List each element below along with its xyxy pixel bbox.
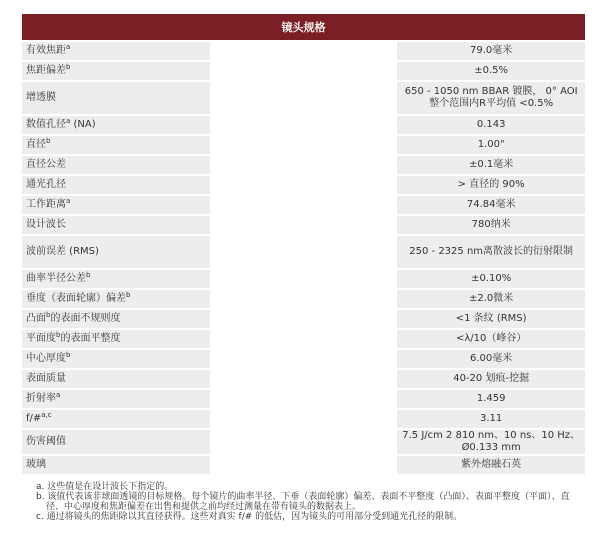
table-row xyxy=(22,430,585,454)
cell-divider xyxy=(210,176,398,194)
footnote-ref: b xyxy=(86,271,91,279)
spec-label xyxy=(22,216,210,234)
spec-label xyxy=(22,350,210,368)
spec-label-text: 垂度（表面轮廓）偏差 xyxy=(26,293,126,304)
spec-label-text: f/# xyxy=(26,413,42,424)
footnote-ref: b xyxy=(126,291,131,299)
table-row xyxy=(22,290,585,308)
spec-label-text: 直径公差 xyxy=(26,159,66,170)
spec-label-text: 焦距偏差 xyxy=(26,65,66,76)
spec-label-suffix: 的表面平整度 xyxy=(60,333,121,344)
spec-label xyxy=(22,410,210,428)
table-row xyxy=(22,390,585,408)
footnote-ref: b xyxy=(56,331,61,339)
spec-value: 250 - 2325 nm离散波长的衍射限制 xyxy=(397,236,585,268)
spec-label xyxy=(22,196,210,214)
table-row xyxy=(22,410,585,428)
spec-value: ±0.10% xyxy=(397,270,585,288)
spec-label xyxy=(22,456,210,474)
table-title: 镜头规格 xyxy=(22,14,585,40)
cell-divider xyxy=(210,430,398,454)
spec-label-text: 波前误差 (RMS) xyxy=(26,246,99,257)
cell-divider xyxy=(210,290,398,308)
spec-table-container xyxy=(22,12,585,522)
footnote-a: a. 这些值是在设计波长下指定的。 xyxy=(36,482,174,492)
spec-label xyxy=(22,290,210,308)
table-row xyxy=(22,270,585,288)
spec-value: <1 条纹 (RMS) xyxy=(397,310,585,328)
spec-label-text: 直径 xyxy=(26,139,46,150)
spec-label-text: 通光孔径 xyxy=(26,179,66,190)
spec-label xyxy=(22,156,210,174)
spec-label-text: 中心厚度 xyxy=(26,353,66,364)
spec-value: 3.11 xyxy=(397,410,585,428)
cell-divider xyxy=(210,456,398,474)
spec-label-text: 玻璃 xyxy=(26,459,46,470)
cell-divider xyxy=(210,410,398,428)
spec-label-suffix: 的表面不规则度 xyxy=(50,313,121,324)
spec-label xyxy=(22,176,210,194)
spec-value: 7.5 J/cm 2 810 nm、10 ns、10 Hz、Ø0.133 mm xyxy=(397,430,585,454)
cell-divider xyxy=(210,330,398,348)
footnote-ref: b xyxy=(46,311,51,319)
spec-label xyxy=(22,42,210,60)
spec-label xyxy=(22,62,210,80)
footnote-c: c. 通过将镜头的焦距除以其直径获得。这些对真实 f/# 的低估，因为镜头的可用部分受到通光孔径的限制。 xyxy=(36,512,463,522)
footnote-ref: a,c xyxy=(41,411,52,419)
spec-value: 0.143 xyxy=(397,116,585,134)
spec-value: 6.00毫米 xyxy=(397,350,585,368)
table-row xyxy=(22,156,585,174)
spec-label-text: 折射率 xyxy=(26,393,56,404)
table-row xyxy=(22,236,585,268)
footnote-ref: a xyxy=(66,197,71,205)
table-row xyxy=(22,62,585,80)
spec-label-text: 平面度 xyxy=(26,333,56,344)
footnote-ref: a xyxy=(56,391,61,399)
footnote-b: b. 该值代表该非球面透镜的目标规格。每个镜片的曲率半径、下垂（表面轮廓）偏差、表面不平整度（凸面）、表面平整度（平面）、直径、中心厚度和焦距偏差在出售和提供之前均经过测量在带有镜头的数据表上。 xyxy=(36,492,570,512)
footnote-ref: a xyxy=(66,43,71,51)
spec-value: ±2.0微米 xyxy=(397,290,585,308)
table-row xyxy=(22,330,585,348)
spec-label-text: 工作距离 xyxy=(26,199,66,210)
spec-value: 650 - 1050 nm BBAR 镀膜， 0° AOI 整个范围内R平均值 <0.5% xyxy=(397,82,585,114)
cell-divider xyxy=(210,350,398,368)
spec-value: > 直径的 90% xyxy=(397,176,585,194)
cell-divider xyxy=(210,62,398,80)
spec-label xyxy=(22,330,210,348)
spec-label xyxy=(22,370,210,388)
cell-divider xyxy=(210,156,398,174)
table-row xyxy=(22,82,585,114)
cell-divider xyxy=(210,310,398,328)
footnotes xyxy=(22,482,585,522)
spec-label xyxy=(22,116,210,134)
footnote-ref: b xyxy=(66,351,71,359)
spec-label-text: 表面质量 xyxy=(26,373,66,384)
spec-value: 紫外熔融石英 xyxy=(397,456,585,474)
spec-label-text: 有效焦距 xyxy=(26,45,66,56)
spec-value: 40-20 划痕-挖掘 xyxy=(397,370,585,388)
spec-value: ±0.5% xyxy=(397,62,585,80)
spec-value: 1.00" xyxy=(397,136,585,154)
spec-label xyxy=(22,136,210,154)
cell-divider xyxy=(210,370,398,388)
cell-divider xyxy=(210,390,398,408)
spec-value: 1.459 xyxy=(397,390,585,408)
cell-divider xyxy=(210,196,398,214)
spec-label-suffix: (NA) xyxy=(70,119,96,130)
table-row xyxy=(22,216,585,234)
table-row xyxy=(22,456,585,474)
spec-label-text: 设计波长 xyxy=(26,219,66,230)
cell-divider xyxy=(210,236,398,268)
spec-value: ±0.1毫米 xyxy=(397,156,585,174)
spec-value: 79.0毫米 xyxy=(397,42,585,60)
spec-label xyxy=(22,310,210,328)
lens-spec-table xyxy=(22,12,585,476)
table-row xyxy=(22,310,585,328)
table-row xyxy=(22,370,585,388)
table-row xyxy=(22,42,585,60)
table-row xyxy=(22,350,585,368)
cell-divider xyxy=(210,216,398,234)
table-row xyxy=(22,116,585,134)
table-row xyxy=(22,196,585,214)
spec-label-text: 增透膜 xyxy=(26,92,56,103)
spec-label-text: 伤害阈值 xyxy=(26,436,66,447)
footnote-ref: b xyxy=(66,63,71,71)
footnote-ref: b xyxy=(46,137,51,145)
spec-label-text: 曲率半径公差 xyxy=(26,273,86,284)
footnote-ref: a xyxy=(66,117,71,125)
spec-label xyxy=(22,390,210,408)
cell-divider xyxy=(210,270,398,288)
spec-label-text: 数值孔径 xyxy=(26,119,66,130)
spec-label xyxy=(22,270,210,288)
cell-divider xyxy=(210,82,398,114)
spec-label xyxy=(22,430,210,454)
spec-value: 780纳米 xyxy=(397,216,585,234)
cell-divider xyxy=(210,42,398,60)
cell-divider xyxy=(210,136,398,154)
table-row xyxy=(22,136,585,154)
spec-label-text: 凸面 xyxy=(26,313,46,324)
cell-divider xyxy=(210,116,398,134)
spec-value: 74.84毫米 xyxy=(397,196,585,214)
spec-label xyxy=(22,82,210,114)
spec-value: <λ/10（峰谷） xyxy=(397,330,585,348)
spec-label xyxy=(22,236,210,268)
table-row xyxy=(22,176,585,194)
